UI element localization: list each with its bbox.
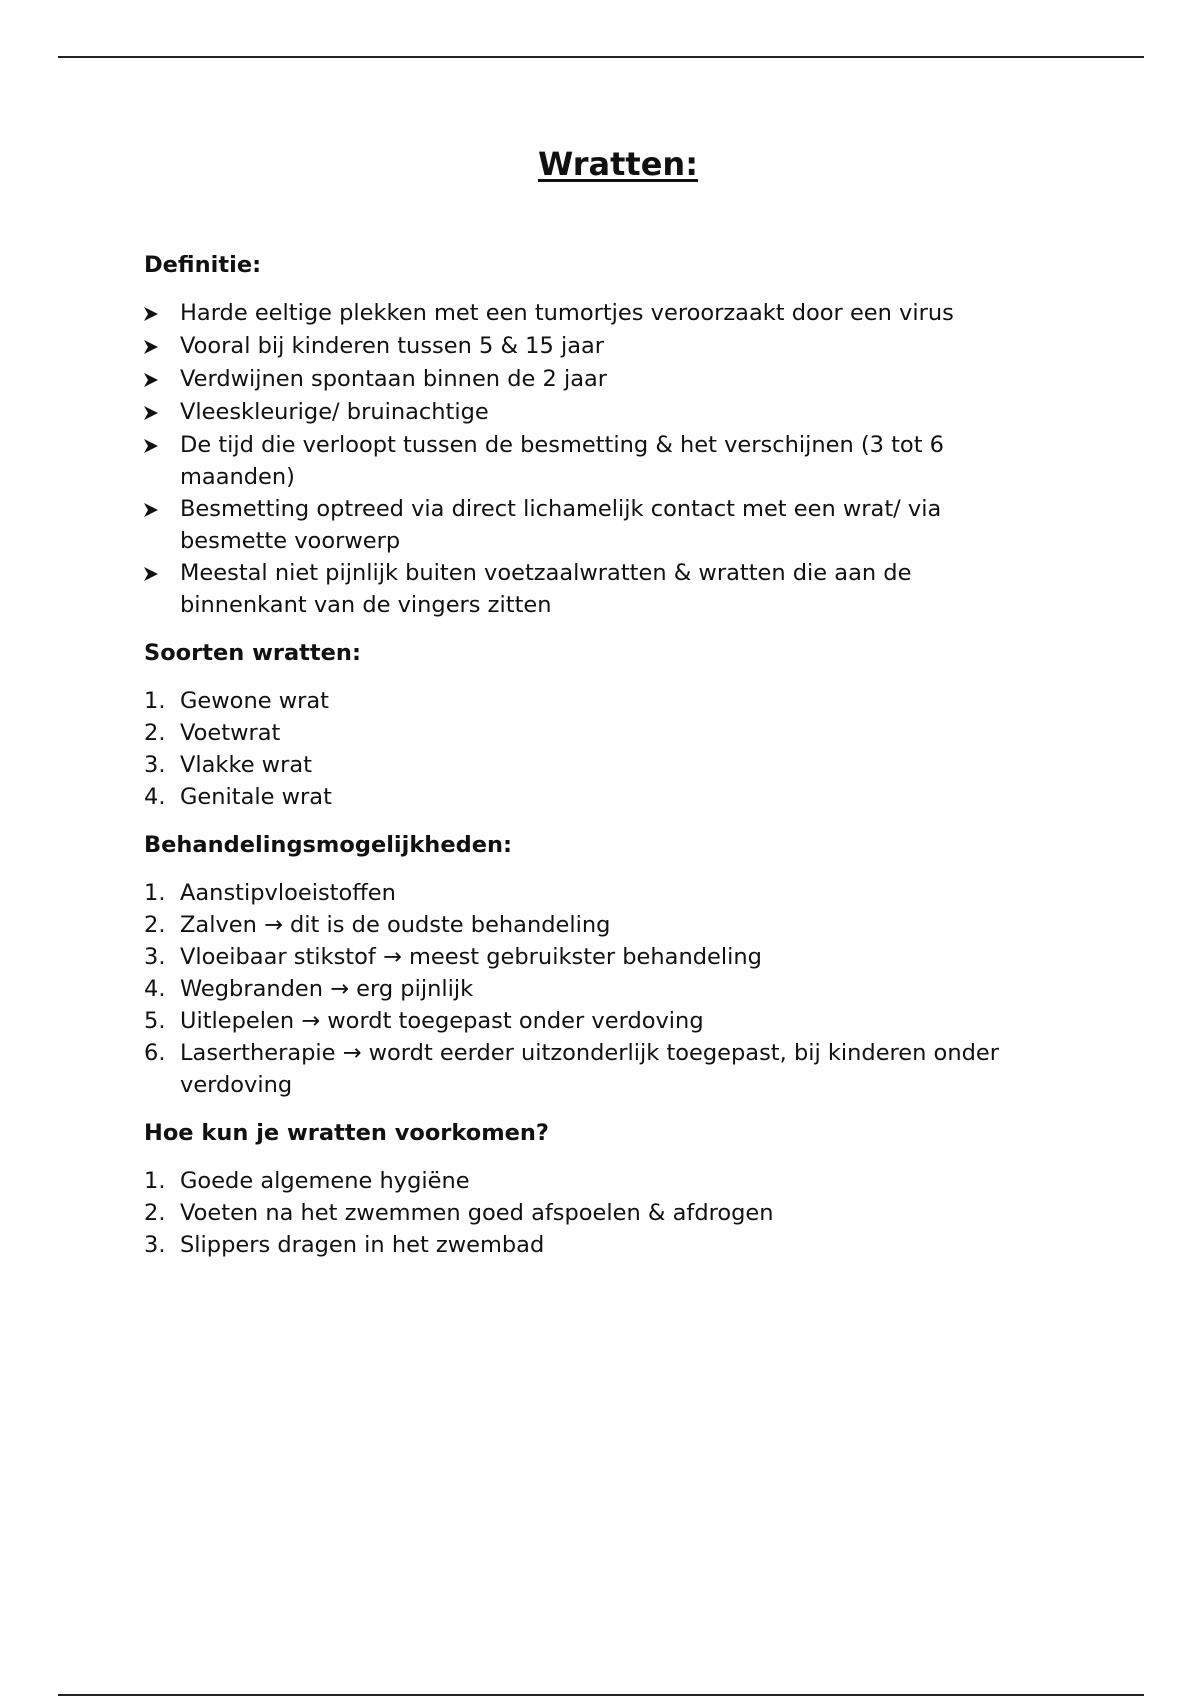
section-heading: Definitie: [144,252,262,278]
list-item [144,1005,1044,1037]
list-item [144,877,1044,909]
arrowhead-bullet-icon [144,503,158,517]
list-item-text: Voeten na het zwemmen goed afspoelen & afdrogen [180,1200,774,1226]
list-number: 4. [144,784,166,810]
list-item [144,717,1044,749]
list-item [144,363,1044,396]
list-item [144,330,1044,363]
list-number: 1. [144,880,166,906]
list-item-text: Wegbranden → erg pijnlijk [180,976,474,1002]
bottom-divider [58,1694,1144,1696]
section-heading: Soorten wratten: [144,640,361,666]
list-item-text: De tijd die verloopt tussen de besmetting & het verschijnen (3 tot 6 maanden) [180,432,944,490]
section-heading: Hoe kun je wratten voorkomen? [144,1120,549,1146]
list-item-text: Goede algemene hygiëne [180,1168,470,1194]
list-item [144,781,1044,813]
list-item [144,749,1044,781]
list-item-text: Slippers dragen in het zwembad [180,1232,545,1258]
list-item-text: Vooral bij kinderen tussen 5 & 15 jaar [180,333,605,359]
list-number: 6. [144,1040,166,1066]
list-number: 4. [144,976,166,1002]
list-item-text: Verdwijnen spontaan binnen de 2 jaar [180,366,608,392]
section-behandelingsmogelijkheden [144,829,1044,1101]
page-title: Wratten: [538,145,698,183]
numbered-list [144,685,1044,813]
list-item-text: Besmetting optreed via direct lichamelijk contact met een wrat/ via besmette voorwerp [180,496,942,554]
arrowhead-bullet-icon [144,567,158,581]
list-item [144,557,1044,621]
list-number: 2. [144,720,166,746]
list-item [144,1037,1044,1101]
list-number: 2. [144,912,166,938]
list-item [144,1165,1044,1197]
arrowhead-bullet-icon [144,373,158,387]
list-item-text: Genitale wrat [180,784,332,810]
list-number: 1. [144,688,166,714]
section-soorten-wratten [144,637,1044,813]
list-item-text: Vlakke wrat [180,752,312,778]
list-item-text: Uitlepelen → wordt toegepast onder verdoving [180,1008,704,1034]
list-item [144,909,1044,941]
list-item [144,493,1044,557]
section-definitie [144,249,1044,621]
list-item-text: Aanstipvloeistoffen [180,880,396,906]
list-item-text: Harde eeltige plekken met een tumortjes veroorzaakt door een virus [180,300,954,326]
list-item-text: Lasertherapie → wordt eerder uitzonderlijk toegepast, bij kinderen onder verdoving [180,1040,999,1098]
list-number: 3. [144,944,166,970]
list-item-text: Vleeskleurige/ bruinachtige [180,399,489,425]
list-item [144,297,1044,330]
list-item [144,429,1044,493]
arrowhead-bullet-icon [144,307,158,321]
list-item [144,941,1044,973]
numbered-list [144,877,1044,1101]
list-item [144,1197,1044,1229]
list-item [144,396,1044,429]
section-voorkomen [144,1117,1044,1261]
list-number: 2. [144,1200,166,1226]
list-item [144,685,1044,717]
list-number: 5. [144,1008,166,1034]
list-item [144,973,1044,1005]
list-number: 3. [144,1232,166,1258]
numbered-list [144,1165,1044,1261]
document-body [144,249,1044,1261]
list-number: 3. [144,752,166,778]
list-item [144,1229,1044,1261]
list-item-text: Zalven → dit is de oudste behandeling [180,912,611,938]
top-divider [58,56,1144,58]
arrowhead-bullet-icon [144,406,158,420]
list-item-text: Gewone wrat [180,688,329,714]
list-item-text: Voetwrat [180,720,281,746]
list-item-text: Meestal niet pijnlijk buiten voetzaalwratten & wratten die aan de binnenkant van de vingers zitten [180,560,912,618]
arrowhead-bullet-icon [144,340,158,354]
list-item-text: Vloeibaar stikstof → meest gebruikster behandeling [180,944,762,970]
arrowhead-bullet-icon [144,439,158,453]
bullet-list [144,297,1044,621]
section-heading: Behandelingsmogelijkheden: [144,832,512,858]
list-number: 1. [144,1168,166,1194]
